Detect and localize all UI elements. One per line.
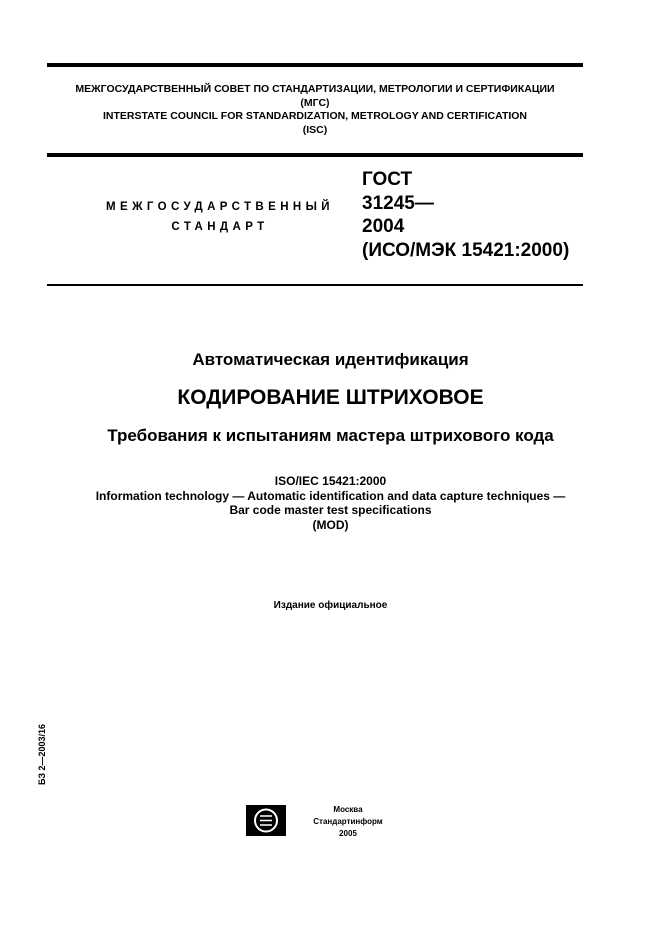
title-subtitle: Требования к испытаниям мастера штрихового кода [107,426,554,445]
side-code: БЗ 2—2003/16 [37,723,47,785]
iso-title-line1: Information technology — Automatic identification and data capture techniques — [95,488,566,503]
title-field: Автоматическая идентификация [192,350,469,369]
gost-line-3: 2004 [362,216,405,237]
publisher-city: Москва [333,805,363,814]
council-abbr-ru: (МГС) [300,96,330,109]
publisher-logo-icon [246,805,286,836]
publisher-imprint [308,804,388,840]
middle-rule [47,153,583,157]
council-header [47,83,583,137]
gost-line-4: (ИСО/МЭК 15421:2000) [362,239,570,261]
edition-label: Издание официальное [273,600,388,611]
iso-code: ISO/IEC 15421:2000 [274,474,387,488]
gost-designation [362,168,569,262]
gost-line-2: 31245— [362,192,434,214]
lower-rule [47,284,583,286]
title-main: КОДИРОВАНИЕ ШТРИХОВОЕ [177,386,484,409]
council-name-ru: МЕЖГОСУДАРСТВЕННЫЙ СОВЕТ ПО СТАНДАРТИЗАЦИИ, МЕТРОЛОГИИ И СЕРТИФИКАЦИИ [75,83,555,95]
iso-modification: (MOD) [312,517,349,532]
standard-label-line2: СТАНДАРТ [171,221,269,233]
iso-reference [20,474,641,532]
standard-label-line1: МЕЖГОСУДАРСТВЕННЫЙ [106,201,334,213]
top-rule [47,63,583,67]
council-abbr-en: (ISC) [302,123,328,136]
iso-title-line2: Bar code master test specifications [229,503,432,517]
publisher-name: Стандартинформ [313,817,383,826]
council-name-en: INTERSTATE COUNCIL FOR STANDARDIZATION, METROLOGY AND CERTIFICATION [102,110,528,122]
publisher-year: 2005 [339,829,357,838]
gost-line-1: ГОСТ [362,169,413,190]
